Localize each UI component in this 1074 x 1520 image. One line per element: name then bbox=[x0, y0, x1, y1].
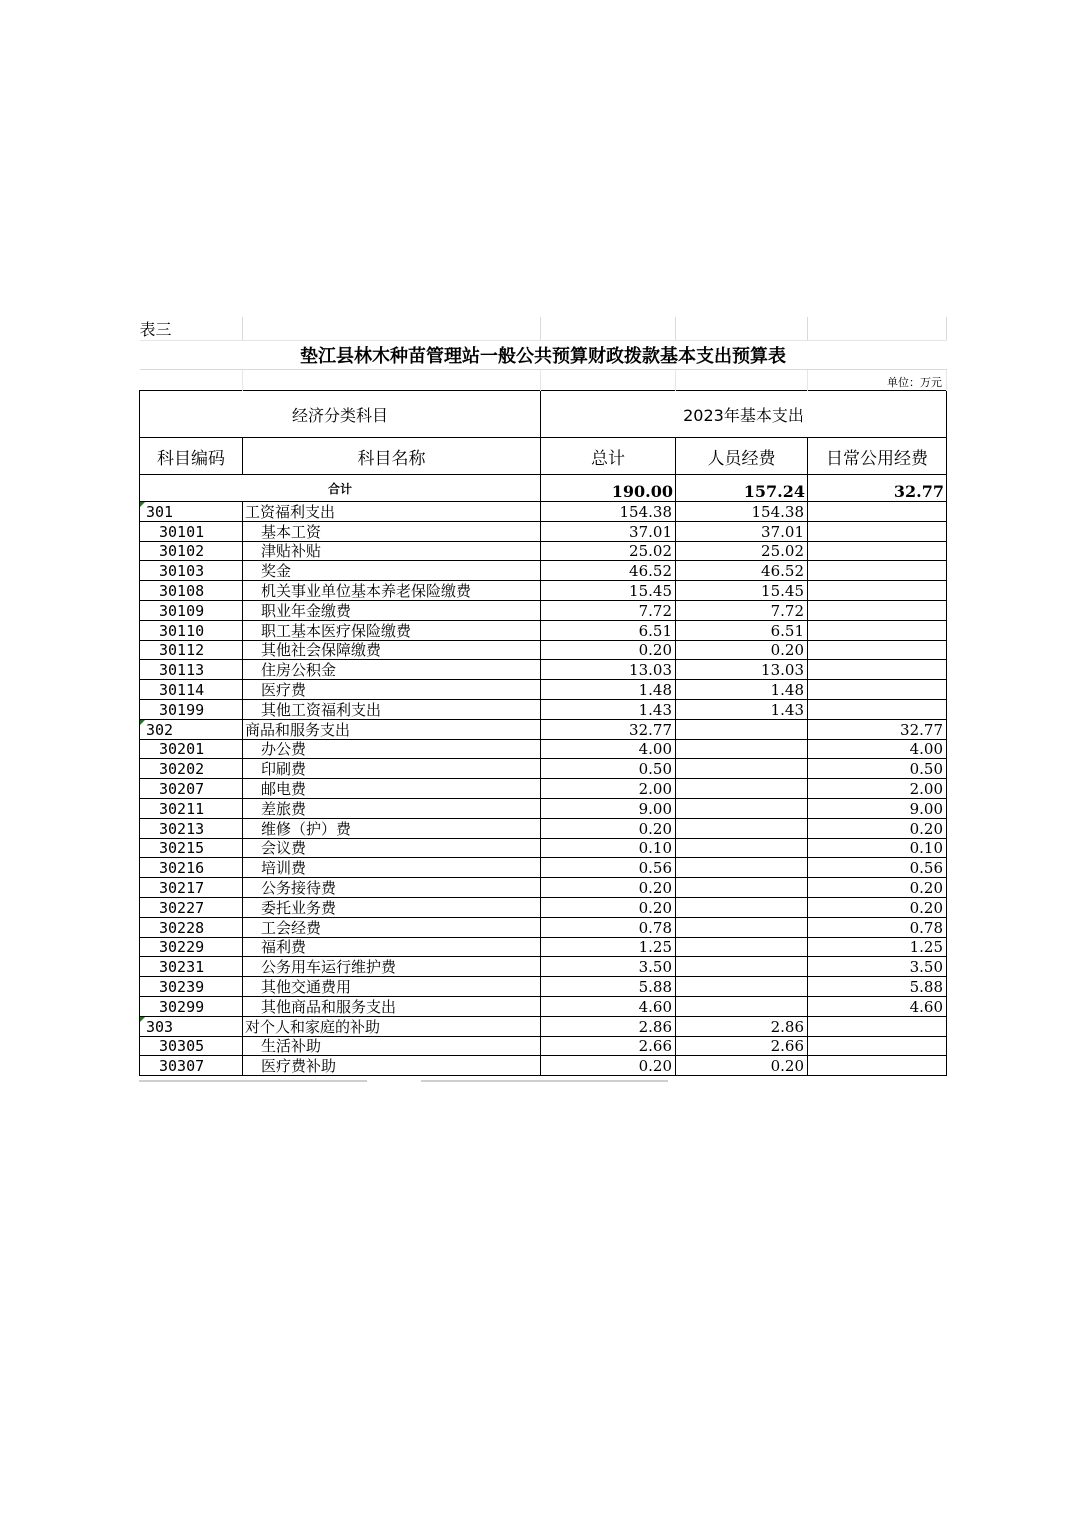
table-row bbox=[140, 600, 947, 620]
header-name: 科目名称 bbox=[243, 438, 541, 475]
row-code: 30307 bbox=[140, 1056, 243, 1076]
row-code: 303 bbox=[140, 1016, 243, 1036]
table-row bbox=[140, 640, 947, 660]
table-row bbox=[140, 541, 947, 561]
row-name: 基本工资 bbox=[243, 521, 541, 541]
row-public bbox=[808, 620, 947, 640]
row-total: 0.20 bbox=[541, 878, 676, 898]
row-name: 津贴补贴 bbox=[243, 541, 541, 561]
row-code: 30239 bbox=[140, 977, 243, 997]
row-personnel bbox=[676, 977, 808, 997]
row-public bbox=[808, 640, 947, 660]
row-code: 30216 bbox=[140, 858, 243, 878]
row-personnel bbox=[676, 937, 808, 957]
table-row bbox=[140, 1016, 947, 1036]
row-code: 30108 bbox=[140, 581, 243, 601]
row-total: 0.78 bbox=[541, 917, 676, 937]
row-personnel: 2.86 bbox=[676, 1016, 808, 1036]
row-personnel bbox=[676, 779, 808, 799]
row-code: 30211 bbox=[140, 798, 243, 818]
edge-segment bbox=[139, 1080, 367, 1082]
table-row bbox=[140, 1056, 947, 1076]
row-public: 3.50 bbox=[808, 957, 947, 977]
row-public: 0.50 bbox=[808, 759, 947, 779]
total-public: 32.77 bbox=[808, 475, 947, 502]
row-public bbox=[808, 541, 947, 561]
row-public bbox=[808, 680, 947, 700]
table-row bbox=[140, 660, 947, 680]
header-public: 日常公用经费 bbox=[808, 438, 947, 475]
row-personnel: 13.03 bbox=[676, 660, 808, 680]
row-code: 30213 bbox=[140, 818, 243, 838]
row-name: 医疗费补助 bbox=[243, 1056, 541, 1076]
row-code: 30227 bbox=[140, 897, 243, 917]
row-public: 0.56 bbox=[808, 858, 947, 878]
row-personnel bbox=[676, 996, 808, 1016]
row-name: 商品和服务支出 bbox=[243, 719, 541, 739]
total-personnel: 157.24 bbox=[676, 475, 808, 502]
table-row bbox=[140, 798, 947, 818]
row-personnel bbox=[676, 897, 808, 917]
row-public: 4.60 bbox=[808, 996, 947, 1016]
row-name: 其他交通费用 bbox=[243, 977, 541, 997]
row-personnel: 1.48 bbox=[676, 680, 808, 700]
table-row bbox=[140, 680, 947, 700]
table-row bbox=[140, 561, 947, 581]
row-total: 7.72 bbox=[541, 600, 676, 620]
row-personnel: 7.72 bbox=[676, 600, 808, 620]
row-code: 30102 bbox=[140, 541, 243, 561]
row-public bbox=[808, 1016, 947, 1036]
row-total: 3.50 bbox=[541, 957, 676, 977]
table-row bbox=[140, 858, 947, 878]
table-row bbox=[140, 917, 947, 937]
row-total: 0.20 bbox=[541, 818, 676, 838]
row-personnel bbox=[676, 838, 808, 858]
row-public bbox=[808, 561, 947, 581]
row-total: 1.43 bbox=[541, 699, 676, 719]
header-code: 科目编码 bbox=[140, 438, 243, 475]
table-row bbox=[140, 739, 947, 759]
row-total: 0.50 bbox=[541, 759, 676, 779]
row-public bbox=[808, 1036, 947, 1056]
row-code: 30109 bbox=[140, 600, 243, 620]
row-personnel: 0.20 bbox=[676, 1056, 808, 1076]
table-row bbox=[140, 759, 947, 779]
row-public: 1.25 bbox=[808, 937, 947, 957]
row-personnel: 154.38 bbox=[676, 502, 808, 522]
row-public bbox=[808, 521, 947, 541]
row-personnel bbox=[676, 719, 808, 739]
row-total: 13.03 bbox=[541, 660, 676, 680]
row-personnel bbox=[676, 759, 808, 779]
row-name: 培训费 bbox=[243, 858, 541, 878]
row-name: 对个人和家庭的补助 bbox=[243, 1016, 541, 1036]
row-total: 6.51 bbox=[541, 620, 676, 640]
row-public bbox=[808, 660, 947, 680]
row-code: 30229 bbox=[140, 937, 243, 957]
table-row bbox=[140, 818, 947, 838]
row-name: 其他工资福利支出 bbox=[243, 699, 541, 719]
row-code: 30201 bbox=[140, 739, 243, 759]
row-personnel: 46.52 bbox=[676, 561, 808, 581]
row-personnel: 2.66 bbox=[676, 1036, 808, 1056]
cell-indicator-icon bbox=[140, 720, 145, 725]
row-public: 2.00 bbox=[808, 779, 947, 799]
row-personnel: 6.51 bbox=[676, 620, 808, 640]
table-row bbox=[140, 897, 947, 917]
row-public: 4.00 bbox=[808, 739, 947, 759]
row-code: 30110 bbox=[140, 620, 243, 640]
row-total: 1.25 bbox=[541, 937, 676, 957]
row-public: 0.20 bbox=[808, 897, 947, 917]
row-total: 1.48 bbox=[541, 680, 676, 700]
row-personnel: 37.01 bbox=[676, 521, 808, 541]
table-title: 垫江县林木种苗管理站一般公共预算财政拨款基本支出预算表 bbox=[140, 341, 947, 370]
row-code: 30228 bbox=[140, 917, 243, 937]
row-code: 302 bbox=[140, 719, 243, 739]
row-public: 0.10 bbox=[808, 838, 947, 858]
row-public: 5.88 bbox=[808, 977, 947, 997]
row-personnel bbox=[676, 917, 808, 937]
row-name: 奖金 bbox=[243, 561, 541, 581]
header-total: 总计 bbox=[541, 438, 676, 475]
row-personnel bbox=[676, 798, 808, 818]
row-total: 46.52 bbox=[541, 561, 676, 581]
row-public: 32.77 bbox=[808, 719, 947, 739]
row-personnel: 25.02 bbox=[676, 541, 808, 561]
row-name: 公务用车运行维护费 bbox=[243, 957, 541, 977]
table-row bbox=[140, 779, 947, 799]
table-row bbox=[140, 521, 947, 541]
table-row bbox=[140, 581, 947, 601]
row-total: 2.00 bbox=[541, 779, 676, 799]
row-name: 其他商品和服务支出 bbox=[243, 996, 541, 1016]
row-code: 30231 bbox=[140, 957, 243, 977]
row-name: 生活补助 bbox=[243, 1036, 541, 1056]
row-personnel: 15.45 bbox=[676, 581, 808, 601]
row-total: 4.00 bbox=[541, 739, 676, 759]
row-total: 37.01 bbox=[541, 521, 676, 541]
row-name: 医疗费 bbox=[243, 680, 541, 700]
row-name: 工会经费 bbox=[243, 917, 541, 937]
row-total: 2.86 bbox=[541, 1016, 676, 1036]
edge-segment bbox=[421, 1080, 668, 1082]
table-row bbox=[140, 957, 947, 977]
table-row bbox=[140, 977, 947, 997]
row-total: 15.45 bbox=[541, 581, 676, 601]
row-total: 0.20 bbox=[541, 1056, 676, 1076]
row-public: 9.00 bbox=[808, 798, 947, 818]
row-code: 30207 bbox=[140, 779, 243, 799]
row-code: 30114 bbox=[140, 680, 243, 700]
row-total: 5.88 bbox=[541, 977, 676, 997]
row-public bbox=[808, 699, 947, 719]
total-row bbox=[140, 475, 947, 502]
row-personnel: 1.43 bbox=[676, 699, 808, 719]
row-public: 0.20 bbox=[808, 878, 947, 898]
row-name: 会议费 bbox=[243, 838, 541, 858]
row-name: 职工基本医疗保险缴费 bbox=[243, 620, 541, 640]
row-personnel bbox=[676, 957, 808, 977]
table-row bbox=[140, 937, 947, 957]
row-public bbox=[808, 1056, 947, 1076]
table-row bbox=[140, 502, 947, 522]
row-code: 30199 bbox=[140, 699, 243, 719]
row-total: 2.66 bbox=[541, 1036, 676, 1056]
row-public: 0.20 bbox=[808, 818, 947, 838]
row-name: 差旅费 bbox=[243, 798, 541, 818]
row-code: 30202 bbox=[140, 759, 243, 779]
row-name: 住房公积金 bbox=[243, 660, 541, 680]
table-row bbox=[140, 1036, 947, 1056]
row-personnel bbox=[676, 739, 808, 759]
total-label: 合计 bbox=[140, 475, 541, 502]
row-public bbox=[808, 581, 947, 601]
row-code: 30215 bbox=[140, 838, 243, 858]
table-row bbox=[140, 878, 947, 898]
row-personnel bbox=[676, 878, 808, 898]
row-code: 30299 bbox=[140, 996, 243, 1016]
row-code: 301 bbox=[140, 502, 243, 522]
row-name: 其他社会保障缴费 bbox=[243, 640, 541, 660]
table-row bbox=[140, 719, 947, 739]
row-public bbox=[808, 502, 947, 522]
row-code: 30103 bbox=[140, 561, 243, 581]
row-name: 公务接待费 bbox=[243, 878, 541, 898]
row-code: 30113 bbox=[140, 660, 243, 680]
cell-indicator-icon bbox=[140, 1017, 145, 1022]
row-personnel bbox=[676, 818, 808, 838]
row-code: 30101 bbox=[140, 521, 243, 541]
row-total: 154.38 bbox=[541, 502, 676, 522]
total-total: 190.00 bbox=[541, 475, 676, 502]
table-row bbox=[140, 838, 947, 858]
header-econ-category: 经济分类科目 bbox=[140, 391, 541, 438]
header-basic-expense: 2023年基本支出 bbox=[541, 391, 947, 438]
row-name: 邮电费 bbox=[243, 779, 541, 799]
budget-sheet bbox=[139, 317, 950, 1076]
header-personnel: 人员经费 bbox=[676, 438, 808, 475]
row-total: 25.02 bbox=[541, 541, 676, 561]
table-row bbox=[140, 620, 947, 640]
row-personnel: 0.20 bbox=[676, 640, 808, 660]
row-name: 印刷费 bbox=[243, 759, 541, 779]
row-name: 福利费 bbox=[243, 937, 541, 957]
row-total: 0.20 bbox=[541, 640, 676, 660]
row-code: 30112 bbox=[140, 640, 243, 660]
row-total: 0.56 bbox=[541, 858, 676, 878]
row-public bbox=[808, 600, 947, 620]
row-name: 维修（护）费 bbox=[243, 818, 541, 838]
row-total: 9.00 bbox=[541, 798, 676, 818]
cell-indicator-icon bbox=[140, 502, 145, 507]
table-row bbox=[140, 996, 947, 1016]
row-public: 0.78 bbox=[808, 917, 947, 937]
unit-label: 单位：万元 bbox=[808, 370, 947, 391]
row-total: 4.60 bbox=[541, 996, 676, 1016]
row-name: 机关事业单位基本养老保险缴费 bbox=[243, 581, 541, 601]
table-label: 表三 bbox=[140, 317, 243, 341]
row-personnel bbox=[676, 858, 808, 878]
budget-table bbox=[139, 317, 947, 1076]
row-total: 32.77 bbox=[541, 719, 676, 739]
row-code: 30305 bbox=[140, 1036, 243, 1056]
row-total: 0.20 bbox=[541, 897, 676, 917]
row-name: 职业年金缴费 bbox=[243, 600, 541, 620]
row-code: 30217 bbox=[140, 878, 243, 898]
row-name: 委托业务费 bbox=[243, 897, 541, 917]
row-name: 工资福利支出 bbox=[243, 502, 541, 522]
row-total: 0.10 bbox=[541, 838, 676, 858]
row-name: 办公费 bbox=[243, 739, 541, 759]
table-row bbox=[140, 699, 947, 719]
